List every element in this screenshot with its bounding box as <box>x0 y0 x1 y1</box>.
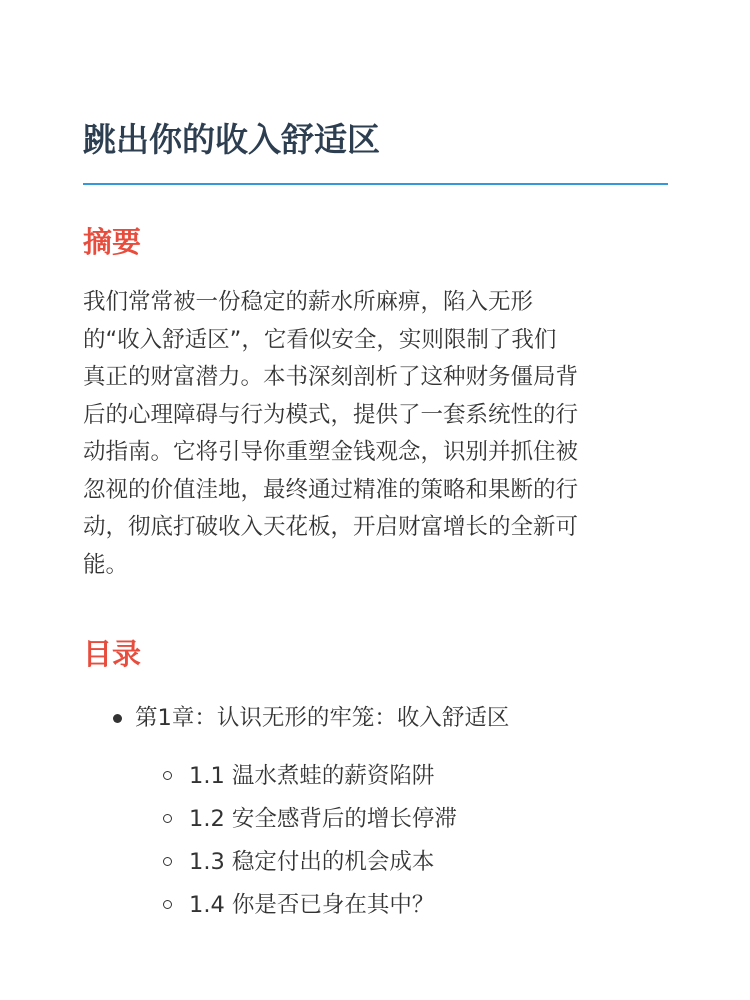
summary-heading: 摘要 <box>83 225 142 259</box>
summary-line: 的“收入舒适区”，它看似安全，实则限制了我们 <box>83 326 557 353</box>
summary-line: 真正的财富潜力。本书深刻剖析了这种财务僵局背 <box>83 364 579 390</box>
toc-chapter-label: 第1章：认识无形的牢笼：收入舒适区 <box>135 705 510 731</box>
toc-section-label: 1.1 温水煮蛙的薪资陷阱 <box>189 763 435 789</box>
bullet-circle-icon <box>163 900 172 909</box>
summary-line: 能。 <box>83 551 129 578</box>
summary-line: 忽视的价值洼地，最终通过精准的策略和果断的行 <box>83 476 579 503</box>
toc-section-label: 1.3 稳定付出的机会成本 <box>189 849 435 875</box>
summary-line: 动，彻底打破收入天花板，开启财富增长的全新可 <box>83 514 579 540</box>
summary-line: 动指南。它将引导你重塑金钱观念，识别并抓住被 <box>83 439 579 465</box>
bullet-circle-icon <box>163 814 172 823</box>
bullet-circle-icon <box>163 857 172 866</box>
summary-paragraph <box>83 284 668 584</box>
title-divider <box>83 183 668 185</box>
bullet-disc-icon <box>113 714 122 723</box>
bullet-circle-icon <box>163 771 172 780</box>
page-title: 跳出你的收入舒适区 <box>83 120 380 159</box>
toc-section-label: 1.4 你是否已身在其中？ <box>189 892 435 918</box>
summary-line: 我们常常被一份稳定的薪水所麻痹，陷入无形 <box>83 289 534 315</box>
summary-line: 后的心理障碍与行为模式，提供了一套系统性的行 <box>83 401 579 428</box>
toc-heading: 目录 <box>83 637 142 671</box>
toc-section-label: 1.2 安全感背后的增长停滞 <box>189 806 457 832</box>
